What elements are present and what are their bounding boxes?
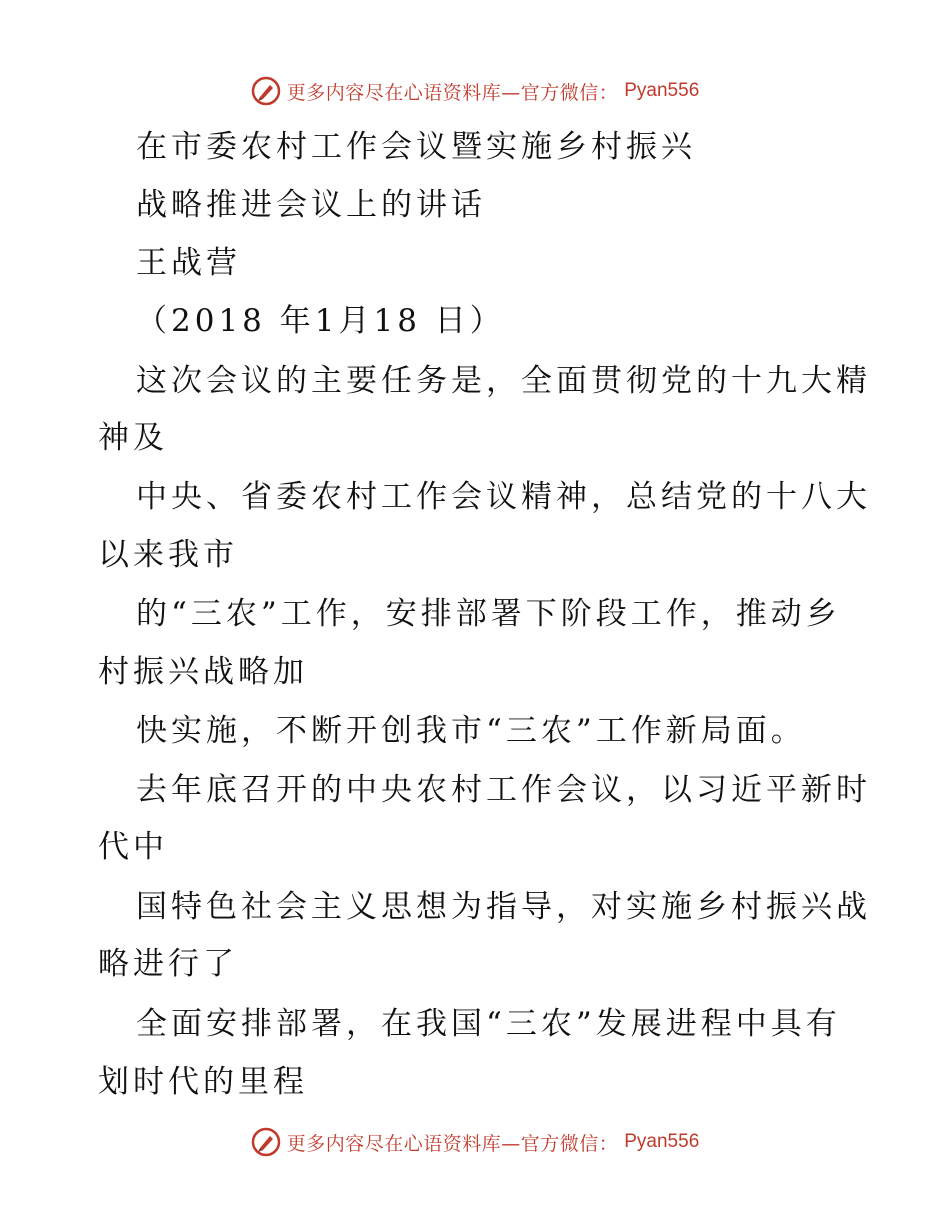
footer-watermark	[0, 1127, 950, 1162]
body-line: 略进行了	[98, 946, 238, 982]
pen-logo-icon	[251, 1127, 281, 1157]
header-watermark	[0, 76, 950, 111]
watermark-text: 更多内容尽在心语资料库—官方微信：	[286, 81, 619, 104]
body-line: 全面安排部署，在我国“三农”发展进程中具有	[136, 1006, 841, 1042]
title-line-1: 在市委农村工作会议暨实施乡村振兴	[136, 129, 696, 165]
author-line: 王战营	[136, 245, 241, 281]
watermark-account: Pyan556	[624, 1131, 700, 1152]
body-line: 的“三农”工作，安排部署下阶段工作，推动乡	[136, 596, 841, 632]
body-line: 去年底召开的中央农村工作会议，以习近平新时	[136, 772, 871, 808]
body-line: 村振兴战略加	[98, 654, 308, 690]
body-line: 神及	[98, 420, 168, 456]
body-line: 代中	[98, 829, 168, 865]
watermark-text: 更多内容尽在心语资料库—官方微信：	[286, 1132, 619, 1155]
body-line: 这次会议的主要任务是，全面贯彻党的十九大精	[136, 363, 871, 399]
pen-logo-icon	[251, 76, 281, 106]
body-line: 国特色社会主义思想为指导，对实施乡村振兴战	[136, 889, 871, 925]
body-line: 快实施，不断开创我市“三农”工作新局面。	[136, 713, 806, 749]
body-line: 以来我市	[98, 537, 238, 573]
body-line: 划时代的里程	[98, 1064, 308, 1100]
date-line: （2018 年1月18 日）	[136, 303, 505, 339]
watermark-account: Pyan556	[624, 80, 700, 101]
body-line: 中央、省委农村工作会议精神，总结党的十八大	[136, 479, 871, 515]
title-line-2: 战略推进会议上的讲话	[136, 187, 486, 223]
